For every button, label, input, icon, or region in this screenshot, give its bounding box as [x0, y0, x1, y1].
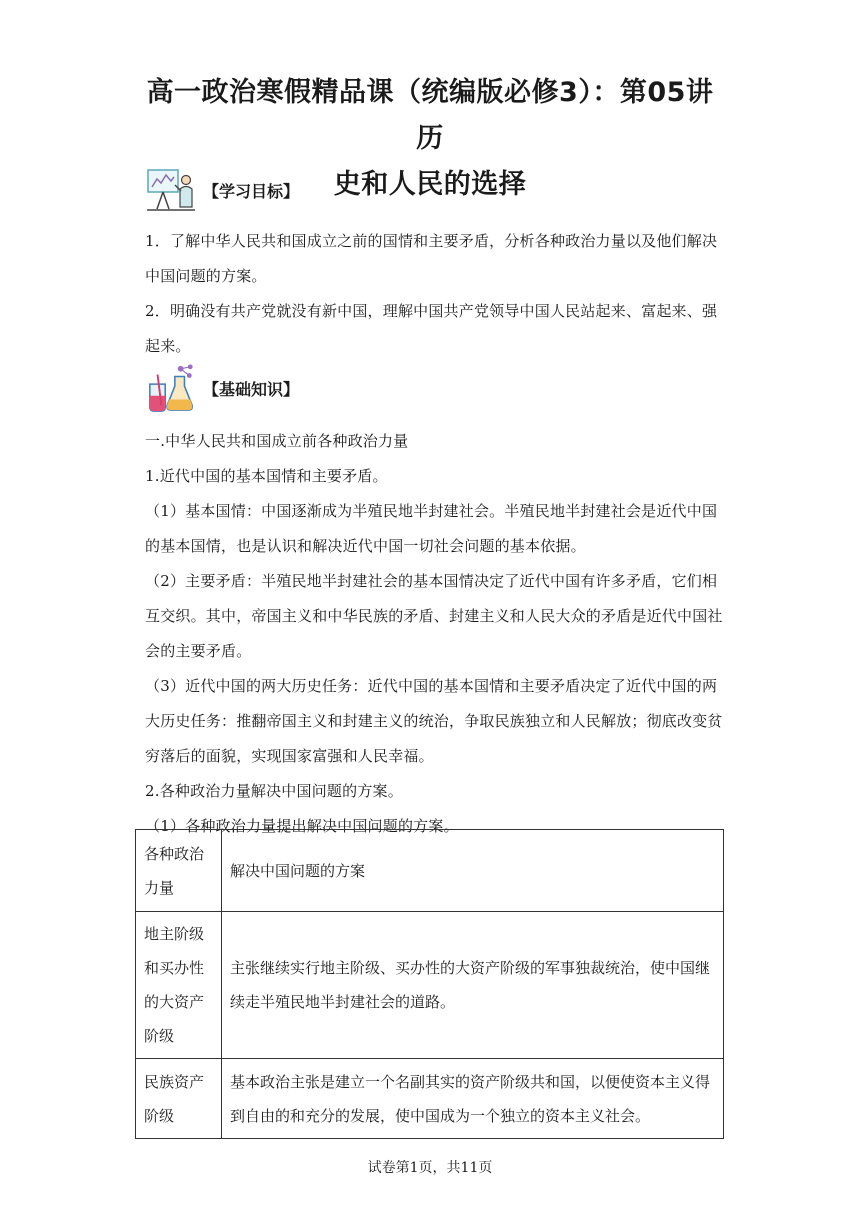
subsection-heading: 2.各种政治力量解决中国问题的方案。 [145, 782, 403, 800]
title-line-2: 史和人民的选择 [333, 169, 527, 200]
table-header-cell: 各种政治力量 [136, 830, 222, 912]
objective-item: 1．了解中华人民共和国成立之前的国情和主要矛盾，分析各种政治力量以及他们解决中国问题的方案。 [145, 232, 718, 285]
table-cell: 主张继续实行地主阶级、买办性的大资产阶级的军事独裁统治，使中国继续走半殖民地半封建社会的道路。 [222, 912, 724, 1059]
objectives-heading: 【学习目标】 [203, 181, 300, 201]
chemistry-flask-icon [145, 363, 197, 413]
table-row [136, 912, 724, 1059]
teacher-board-icon [145, 165, 197, 215]
paragraph: （1）各种政治力量提出解决中国问题的方案。 [145, 817, 459, 835]
table-header-row [136, 830, 724, 912]
table-cell: 地主阶级和买办性的大资产阶级 [136, 912, 222, 1059]
table-header-cell: 解决中国问题的方案 [222, 830, 724, 912]
paragraph: （3）近代中国的两大历史任务：近代中国的基本国情和主要矛盾决定了近代中国的两大历史任务：推翻帝国主义和封建主义的统治，争取民族独立和人民解放；彻底改变贫穷落后的面貌，实现国家富强和人民幸福。 [145, 677, 723, 765]
political-forces-table [135, 829, 724, 1139]
paragraph: （2）主要矛盾：半殖民地半封建社会的基本国情决定了近代中国有许多矛盾，它们相互交织。其中，帝国主义和中华民族的矛盾、封建主义和人民大众的矛盾是近代中国社会的主要矛盾。 [145, 572, 723, 660]
objective-item: 2．明确没有共产党就没有新中国，理解中国共产党领导中国人民站起来、富起来、强起来。 [145, 302, 718, 355]
title-line-1: 高一政治寒假精品课（统编版必修3）：第05讲 历 [146, 77, 714, 154]
basics-section-head [145, 363, 299, 413]
objectives-section-head [145, 165, 299, 215]
section-heading: 一.中华人民共和国成立前各种政治力量 [145, 432, 409, 450]
objectives-list [145, 224, 725, 364]
basics-content [145, 424, 725, 844]
table-cell: 基本政治主张是建立一个名副其实的资产阶级共和国，以便使资本主义得到自由的和充分的发展，使中国成为一个独立的资本主义社会。 [222, 1059, 724, 1139]
table-row [136, 1059, 724, 1139]
subsection-heading: 1.近代中国的基本国情和主要矛盾。 [145, 467, 388, 485]
table-cell: 民族资产阶级 [136, 1059, 222, 1139]
paragraph: （1）基本国情：中国逐渐成为半殖民地半封建社会。半殖民地半封建社会是近代中国的基本国情，也是认识和解决近代中国一切社会问题的基本依据。 [145, 502, 718, 555]
basics-heading: 【基础知识】 [203, 379, 300, 399]
page-footer: 试卷第1页，共11页 [367, 1160, 493, 1176]
